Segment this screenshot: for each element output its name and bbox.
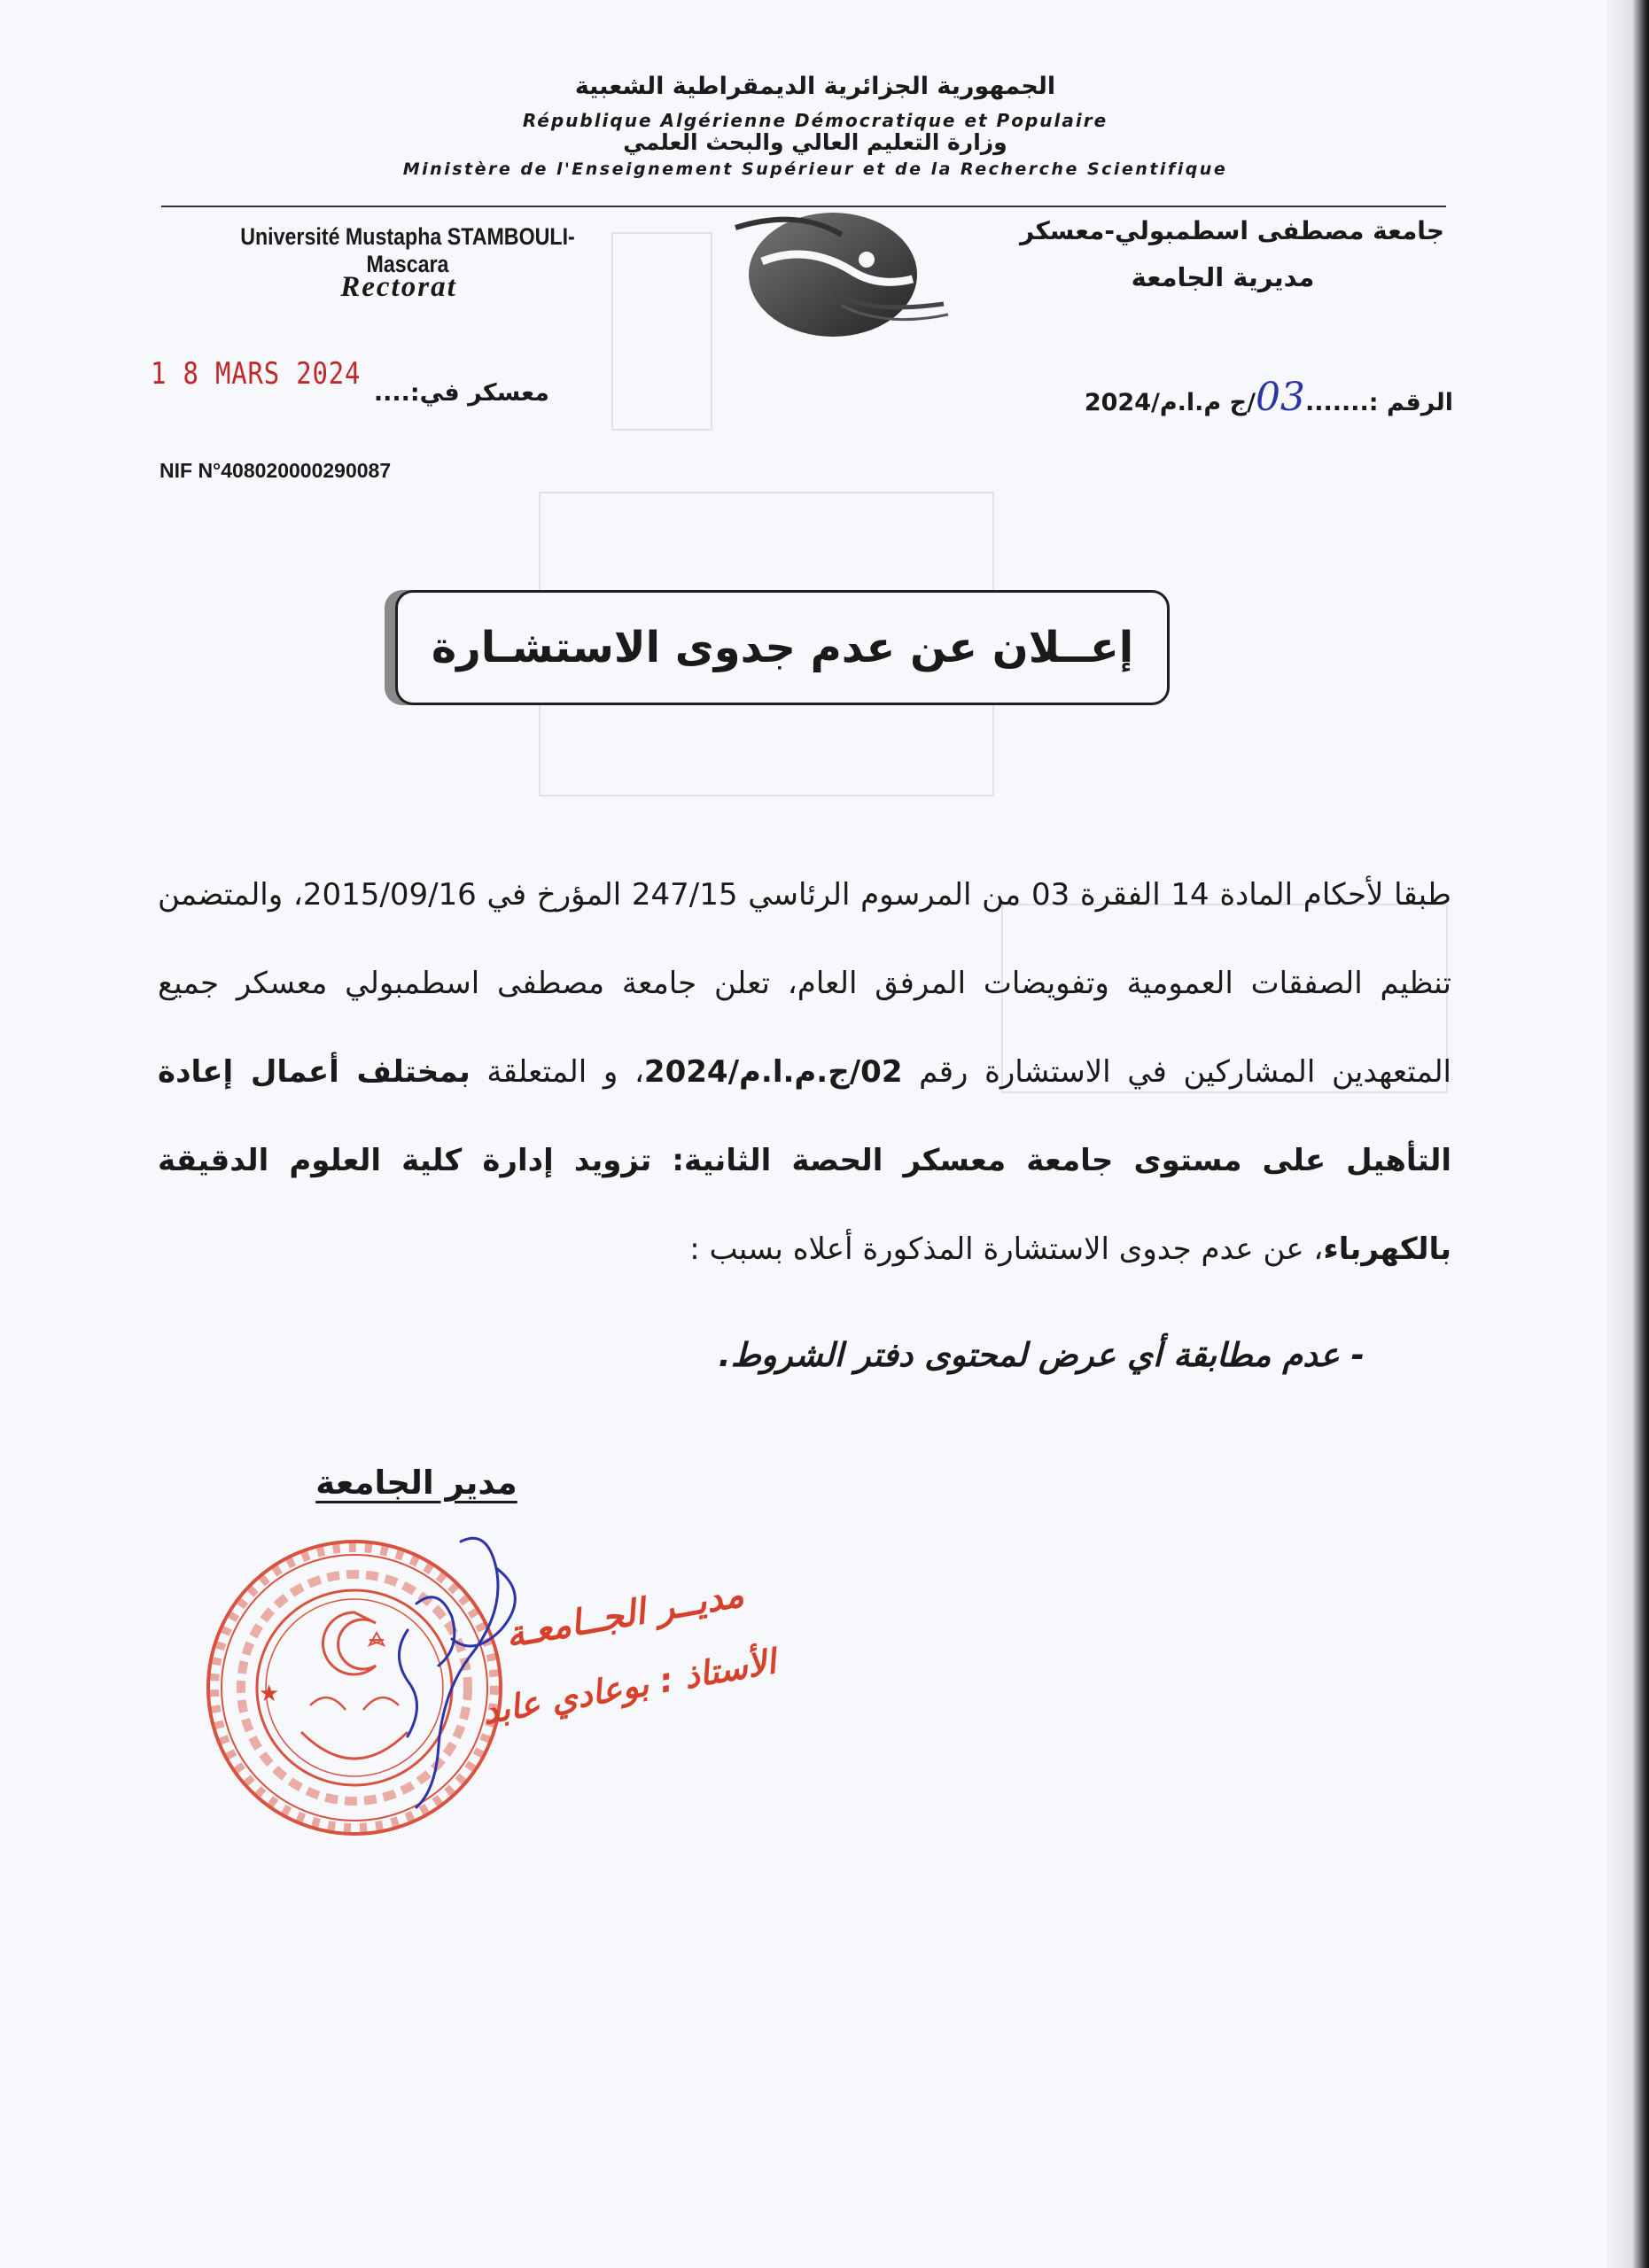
consultation-number: 02/ج.م.ا.م/2024	[643, 1054, 903, 1090]
title-box	[395, 590, 1170, 705]
rectorat-label: Rectorat	[340, 271, 457, 303]
bleed-through-box	[611, 232, 712, 431]
ministry-title-ar: وزارة التعليم العالي والبحث العلمي	[623, 129, 1007, 155]
svg-text:★: ★	[259, 1681, 280, 1707]
reference-dots: .......	[1304, 389, 1369, 416]
signature-stamp-title: مديــر الجــامعـة	[502, 1573, 747, 1657]
university-name-fr: Université Mustapha STAMBOULI-Mascara	[240, 223, 575, 277]
university-logo-icon	[700, 208, 966, 341]
body-text-1: طبقا لأحكام المادة 14 الفقرة 03 من المرسوم الرئاسي 247/15 المؤرخ في 2015/09/16، والمتضمن تنظيم الصفقات العمومية وتفويضات المرفق العام، تعلن جامعة مصطفى اسطمبولي معسكر جميع المتعهدين المشاركين في الاستشارة رقم	[158, 877, 1451, 1090]
republic-title-ar: الجمهورية الجزائرية الديمقراطية الشعبية	[574, 73, 1056, 100]
date-stamp: 1 8 MARS 2024	[151, 356, 362, 392]
republic-title-fr: République Algérienne Démocratique et Populaire	[522, 110, 1108, 131]
reference-suffix: /ج م.ا.م/2024	[1084, 389, 1256, 416]
place-line	[337, 379, 549, 407]
scan-page-edge	[1606, 0, 1649, 2268]
rejection-reason: - عدم مطابقة أي عرض لمحتوى دفتر الشروط.	[718, 1336, 1365, 1374]
nif-number: NIF N°408020000290087	[159, 459, 392, 482]
project-description: بمختلف أعمال إعادة التأهيل على مستوى جامعة معسكر الحصة الثانية: تزويد إدارة كلية العلوم الدقيقة بالكهرباء	[158, 1054, 1451, 1267]
ministry-title-fr: Ministère de l'Enseignement Supérieur et de la Recherche Scientifique	[402, 159, 1228, 179]
directorate-label-ar: مديرية الجامعة	[1131, 262, 1315, 292]
city-label: معسكر في:	[409, 379, 549, 407]
director-title: مدير الجامعة	[315, 1464, 517, 1502]
reference-number: 03	[1255, 375, 1305, 420]
handwritten-signature-icon	[354, 1533, 549, 1816]
body-text-2: ، و المتعلقة	[470, 1054, 644, 1090]
announcement-body	[158, 850, 1451, 1293]
header-divider	[161, 206, 1446, 207]
announcement-title: إعــلان عن عدم جدوى الاستشـارة	[431, 623, 1134, 672]
date-dots: ....	[373, 379, 410, 407]
reference-number-line	[1019, 375, 1453, 420]
reference-label: الرقم :	[1368, 389, 1453, 416]
body-text-3: ، عن عدم جدوى الاستشارة المذكورة أعلاه بسبب :	[689, 1231, 1324, 1267]
signature-stamp-name: الأستاذ : بوعادي عابد	[479, 1642, 779, 1732]
university-name-ar: جامعة مصطفى اسطمبولي-معسكر	[1020, 216, 1444, 245]
